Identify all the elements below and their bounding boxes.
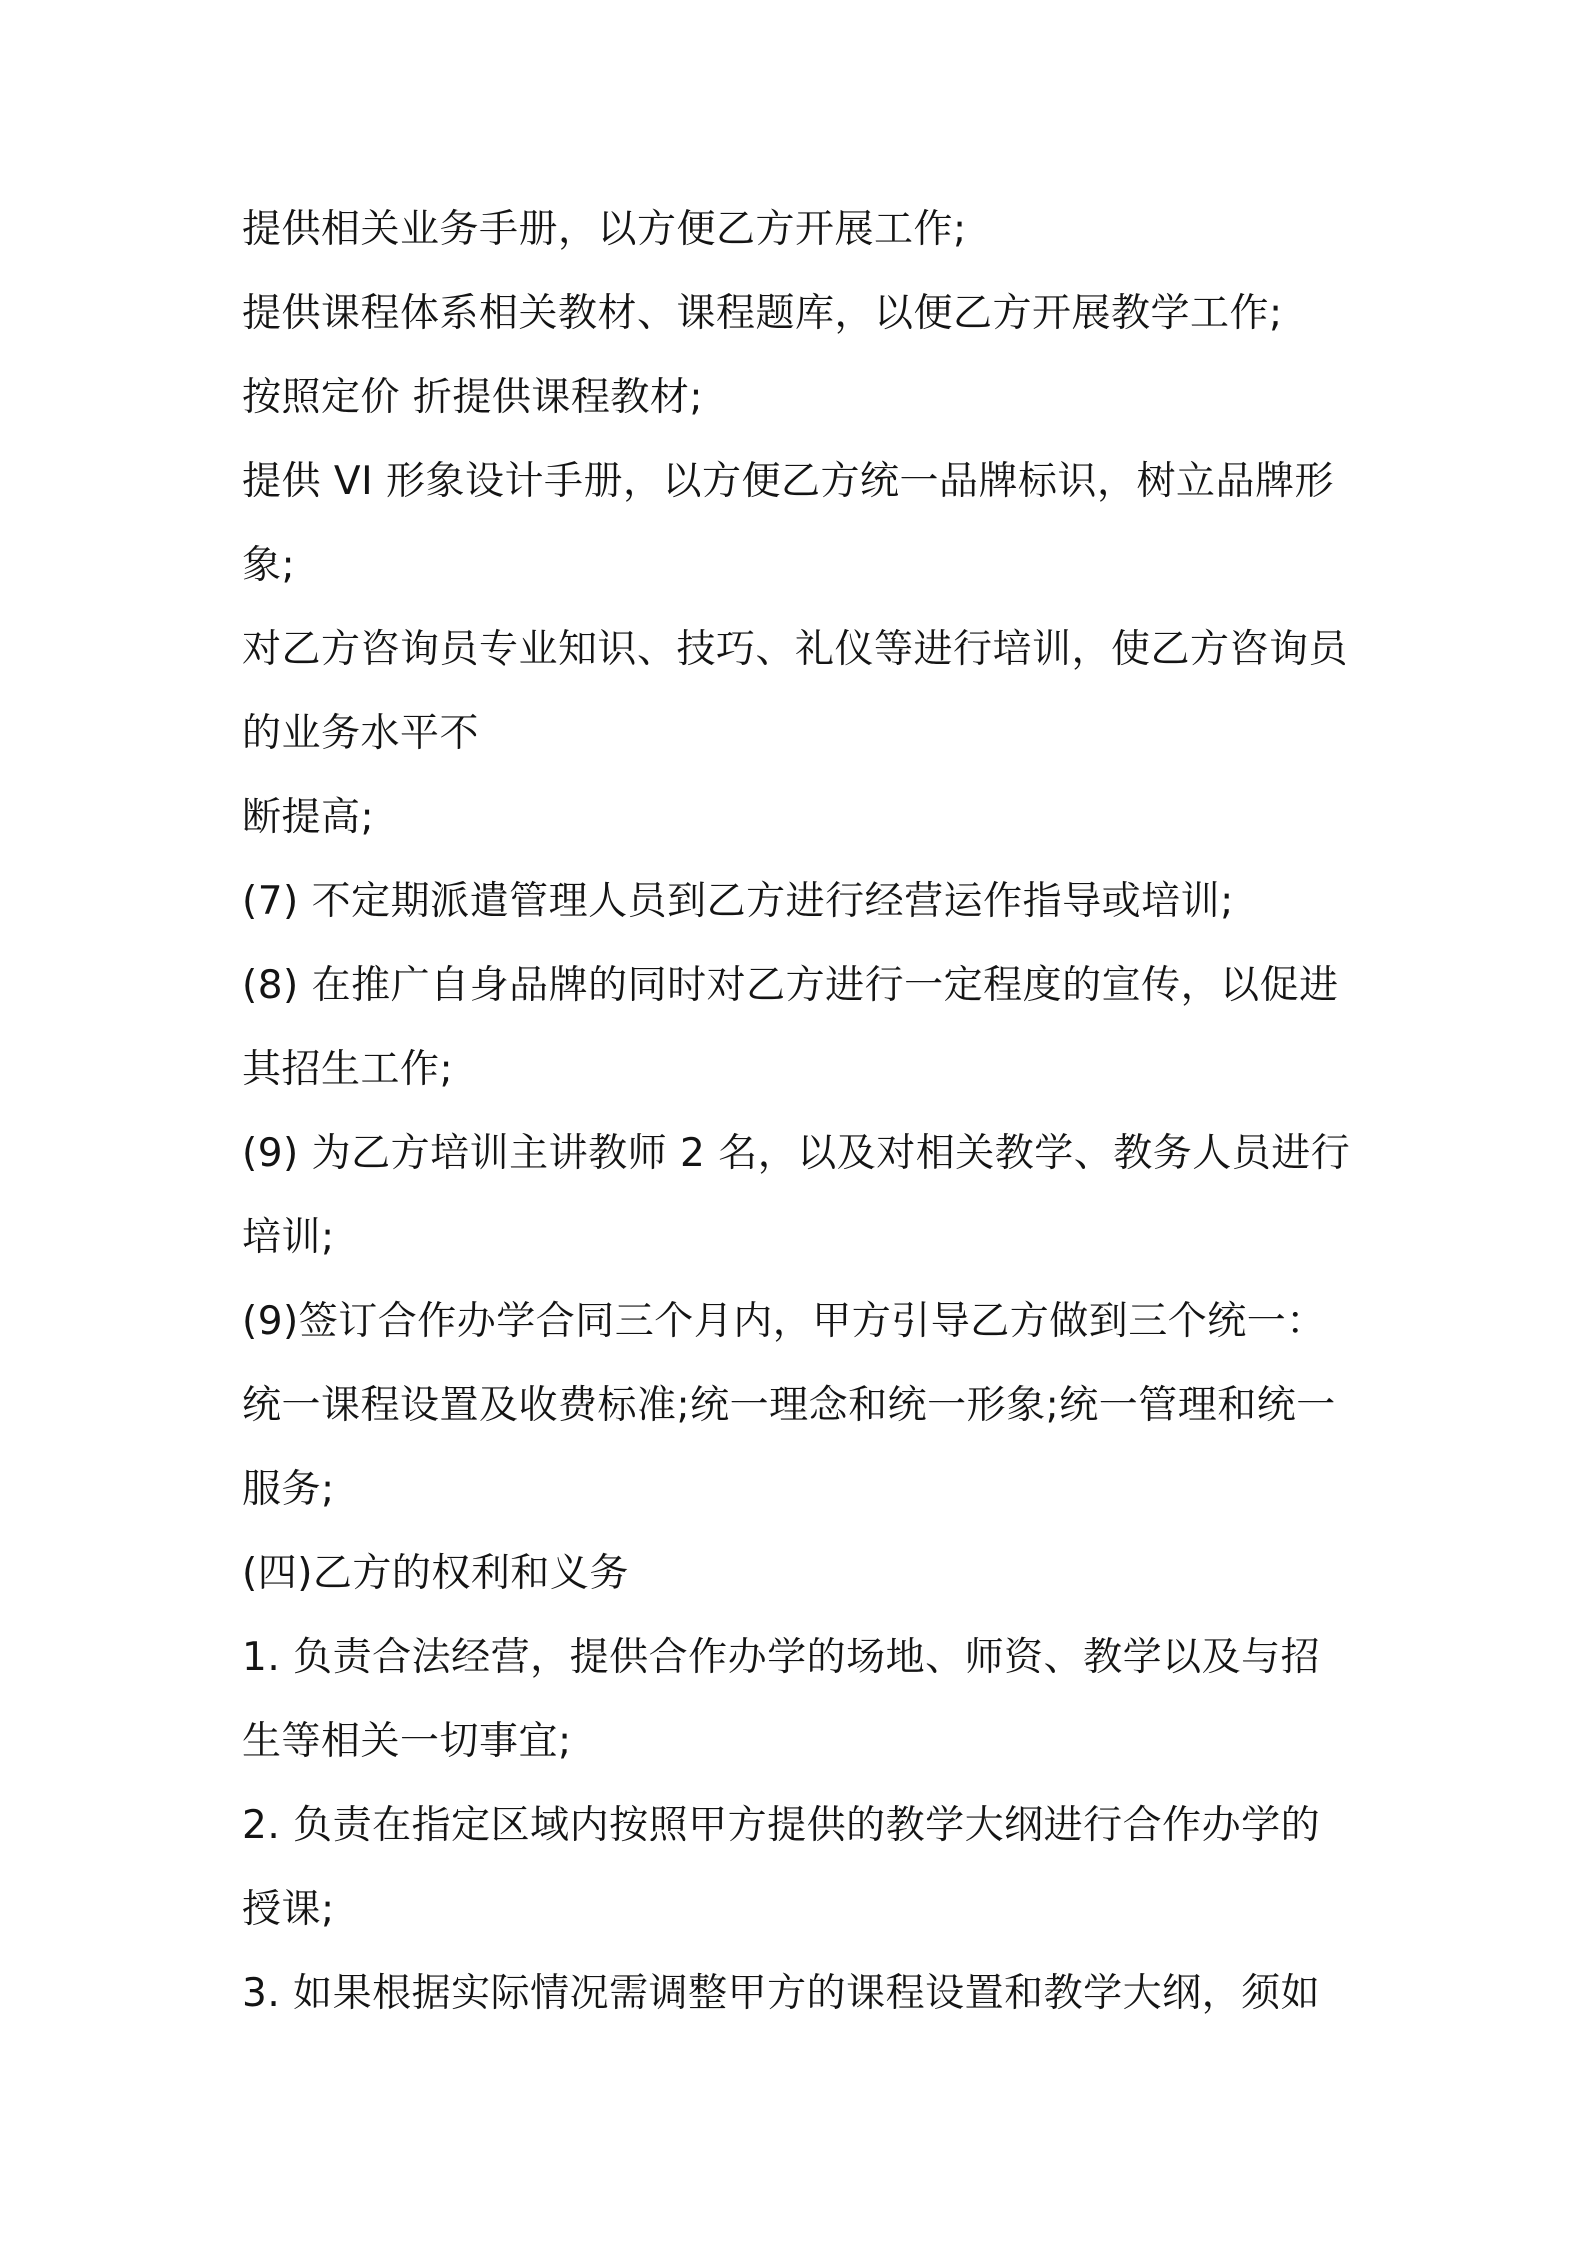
- text-line: 提供相关业务手册，以方便乙方开展工作;: [242, 207, 967, 252]
- text-line: (9) 为乙方培训主讲教师 2 名，以及对相关教学、教务人员进行: [242, 1131, 1351, 1176]
- text-line: 对乙方咨询员专业知识、技巧、礼仪等进行培训，使乙方咨询员: [242, 627, 1349, 672]
- text-line: 3. 如果根据实际情况需调整甲方的课程设置和教学大纲，须如: [242, 1971, 1321, 2016]
- text-line: 培训;: [242, 1215, 335, 1260]
- text-line: (7) 不定期派遣管理人员到乙方进行经营运作指导或培训;: [242, 879, 1234, 924]
- text-line: 的业务水平不: [242, 711, 480, 756]
- text-line: 提供课程体系相关教材、课程题库，以便乙方开展教学工作;: [242, 291, 1283, 336]
- text-line: (8) 在推广自身品牌的同时对乙方进行一定程度的宣传，以促进: [242, 963, 1339, 1008]
- text-line: 断提高;: [242, 795, 375, 840]
- text-line: 服务;: [242, 1467, 335, 1512]
- text-line: 象;: [242, 543, 296, 588]
- text-line: 提供 VI 形象设计手册，以方便乙方统一品牌标识，树立品牌形: [242, 459, 1334, 504]
- text-line: 生等相关一切事宜;: [242, 1719, 572, 1764]
- text-line: 1. 负责合法经营，提供合作办学的场地、师资、教学以及与招: [242, 1635, 1321, 1680]
- text-line: (9)签订合作办学合同三个月内，甲方引导乙方做到三个统一：: [242, 1299, 1326, 1344]
- text-line: 按照定价 折提供课程教材;: [242, 375, 704, 420]
- section-heading: (四)乙方的权利和义务: [242, 1551, 629, 1596]
- text-line: 统一课程设置及收费标准;统一理念和统一形象;统一管理和统一: [242, 1383, 1336, 1428]
- text-line: 授课;: [242, 1887, 335, 1932]
- text-line: 其招生工作;: [242, 1047, 454, 1092]
- text-line: 2. 负责在指定区域内按照甲方提供的教学大纲进行合作办学的: [242, 1803, 1321, 1848]
